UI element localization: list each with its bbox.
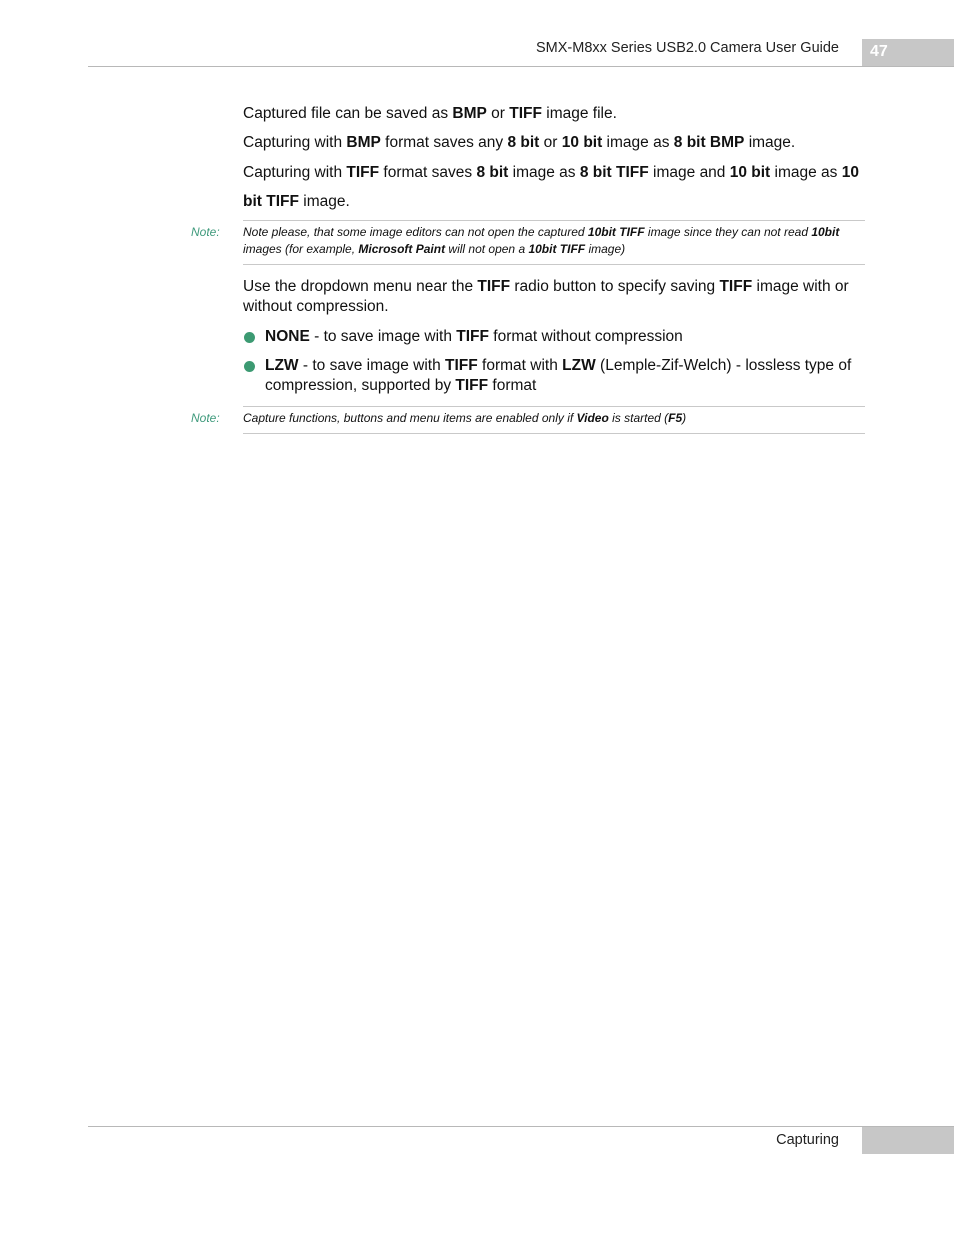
bold-text: 10bit TIFF [528, 242, 586, 256]
paragraph-compression [243, 277, 865, 317]
list-item-lzw [243, 356, 865, 396]
compression-options-list [243, 327, 865, 396]
text: - to save image with [309, 328, 457, 345]
bullet-dot-icon [244, 361, 255, 372]
note-label: Note: [191, 411, 220, 425]
text: image. [744, 134, 796, 151]
bold-text: 10bit TIFF [587, 225, 645, 239]
text: Captured file can be saved as [243, 105, 453, 122]
text: - to save image with [298, 357, 446, 374]
text: Note please, that some image editors can not open the captured [243, 225, 588, 239]
text: image. [298, 193, 350, 210]
note-10bit-tiff [191, 220, 865, 265]
text: Capture functions, buttons and menu items are enabled only if [243, 411, 577, 425]
text: format saves any [380, 134, 508, 151]
note-label: Note: [191, 225, 220, 239]
bold-text: 10bit [811, 225, 840, 239]
text: Use the dropdown menu near the [243, 278, 478, 295]
bold-text: 10 bit TIFF [243, 164, 859, 210]
text: Capturing with [243, 134, 347, 151]
bold-text: Video [576, 411, 609, 425]
page-number: 47 [870, 43, 888, 60]
bold-text: 8 bit TIFF [579, 164, 649, 181]
text: image as [770, 164, 842, 181]
page-body [191, 104, 865, 446]
bold-text: 8 bit BMP [673, 134, 745, 151]
text: ) [682, 411, 687, 425]
text: or [539, 134, 562, 151]
bold-text: Microsoft Paint [358, 242, 446, 256]
bold-text: TIFF [346, 164, 380, 181]
bold-text: BMP [346, 134, 381, 151]
text: format [488, 377, 537, 394]
bold-text: TIFF [445, 357, 478, 374]
text: image file. [541, 105, 617, 122]
text: images (for example, [243, 242, 359, 256]
text: format without compression [488, 328, 683, 345]
text: image as [602, 134, 674, 151]
text: image since they can not read [644, 225, 812, 239]
bold-text: LZW [265, 357, 299, 374]
footer-tab [862, 1127, 954, 1154]
bold-text: 10 bit [561, 134, 603, 151]
paragraph-file-formats [243, 104, 865, 124]
text: format saves [379, 164, 477, 181]
text: Capturing with [243, 164, 347, 181]
text: (Lemple-Zif-Welch) - lossless type of compression, supported by [265, 357, 852, 394]
text: image with or without compression. [243, 278, 849, 315]
bold-text: TIFF [509, 105, 542, 122]
bold-text: LZW [562, 357, 596, 374]
bold-text: 8 bit [476, 164, 509, 181]
text: image as [508, 164, 580, 181]
bold-text: TIFF [455, 377, 489, 394]
paragraph-bmp-format [243, 133, 865, 153]
bold-text: 10 bit [729, 164, 771, 181]
bold-text: TIFF [477, 278, 511, 295]
bold-text: 8 bit [507, 134, 540, 151]
text: radio button to specify saving [510, 278, 720, 295]
header-divider [88, 66, 954, 67]
text: is started ( [608, 411, 669, 425]
bullet-dot-icon [244, 332, 255, 343]
footer-section-title: Capturing [776, 1132, 839, 1148]
list-item-none [243, 327, 865, 347]
text: or [486, 105, 510, 122]
footer-divider [88, 1126, 954, 1127]
bold-text: NONE [265, 328, 310, 345]
bold-text: TIFF [456, 328, 489, 345]
bold-text: BMP [452, 105, 487, 122]
text: image) [585, 242, 626, 256]
text: image and [648, 164, 730, 181]
paragraph-tiff-format [243, 158, 865, 216]
note-video-started [191, 406, 865, 434]
text: format with [477, 357, 563, 374]
bold-text: TIFF [719, 278, 753, 295]
bold-text: F5 [668, 411, 683, 425]
page-number-tab [862, 39, 954, 66]
document-title: SMX-M8xx Series USB2.0 Camera User Guide [536, 40, 839, 56]
text: will not open a [445, 242, 529, 256]
